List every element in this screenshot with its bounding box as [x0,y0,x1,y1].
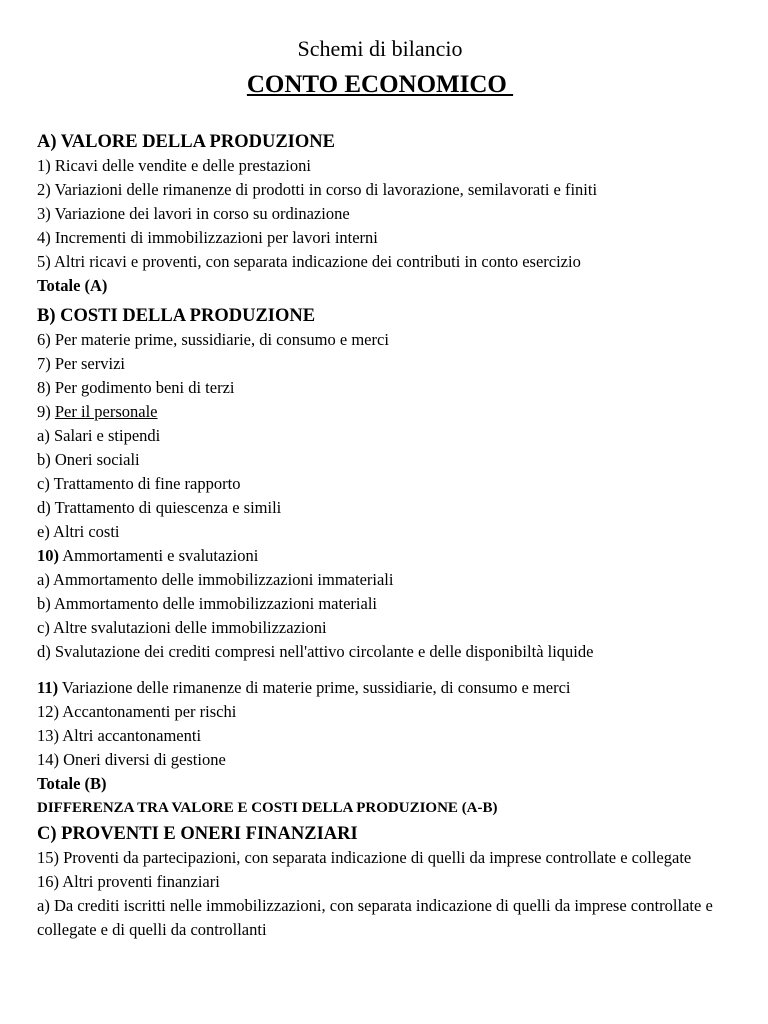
item-label: Variazione delle rimanenze di materie prime, sussidiarie, di consumo e merci [58,678,571,697]
list-item: 8) Per godimento beni di terzi [37,378,235,397]
list-item: 1) Ricavi delle vendite e delle prestazioni [37,156,311,175]
list-item: 6) Per materie prime, sussidiarie, di consumo e merci [37,330,389,349]
sub-list-item: d) Trattamento di quiescenza e simili [37,498,282,517]
list-item: 13) Altri accantonamenti [37,726,202,745]
section-a-title: A) VALORE DELLA PRODUZIONE [37,132,335,152]
section-b [37,304,737,796]
item-label: Ammortamenti e svalutazioni [59,546,259,565]
sub-list-item: d) Svalutazione dei crediti compresi nell'attivo circolante e delle disponibiltà liquide [37,642,594,661]
sub-list-item: a) Salari e stipendi [37,426,161,445]
list-item-variazione [37,676,737,700]
item-label-underlined: Per il personale [54,402,158,421]
list-item: 7) Per servizi [37,354,125,373]
section-b-title: B) COSTI DELLA PRODUZIONE [37,306,316,326]
sub-list-item: e) Altri costi [37,522,120,541]
list-item: 5) Altri ricavi e proventi, con separata indicazione dei contributi in conto esercizio [37,252,581,271]
sub-list-item: c) Trattamento di fine rapporto [37,474,241,493]
sub-list-item: c) Altre svalutazioni delle immobilizzazioni [37,618,327,637]
list-item: 16) Altri proventi finanziari [37,872,220,891]
list-item: 15) Proventi da partecipazioni, con separata indicazione di quelli da imprese controllate e collegate [37,848,692,867]
sub-list-item: b) Oneri sociali [37,450,140,469]
list-item: 4) Incrementi di immobilizzazioni per lavori interni [37,228,378,247]
section-b-total: Totale (B) [37,774,107,793]
sub-list-item: b) Ammortamento delle immobilizzazioni materiali [37,594,377,613]
document-title: Schemi di bilancio [297,36,463,61]
document-heading: CONTO ECONOMICO [246,71,514,98]
list-item: 14) Oneri diversi di gestione [37,750,226,769]
list-item: 3) Variazione dei lavori in corso su ordinazione [37,204,350,223]
item-number-bold: 10) [37,546,59,565]
list-item: 12) Accantonamenti per rischi [37,702,237,721]
list-item-personale [37,400,737,424]
sub-list-item: a) Ammortamento delle immobilizzazioni immateriali [37,570,394,589]
sub-list-item: a) Da crediti iscritti nelle immobilizzazioni, con separata indicazione di quelli da imprese controllate e collegate e di quelli da controllanti [37,896,713,939]
section-c-title: C) PROVENTI E ONERI FINANZIARI [37,824,358,844]
difference-line: DIFFERENZA TRA VALORE E COSTI DELLA PRODUZIONE (A-B) [37,800,498,816]
section-a [37,130,737,298]
item-number: 9) [37,402,55,421]
list-item-ammortamenti [37,544,737,568]
item-number-bold: 11) [37,678,59,697]
document-page [37,34,737,942]
section-a-total: Totale (A) [37,276,108,295]
list-item: 2) Variazioni delle rimanenze di prodotti in corso di lavorazione, semilavorati e finiti [37,180,598,199]
section-c [37,822,737,942]
